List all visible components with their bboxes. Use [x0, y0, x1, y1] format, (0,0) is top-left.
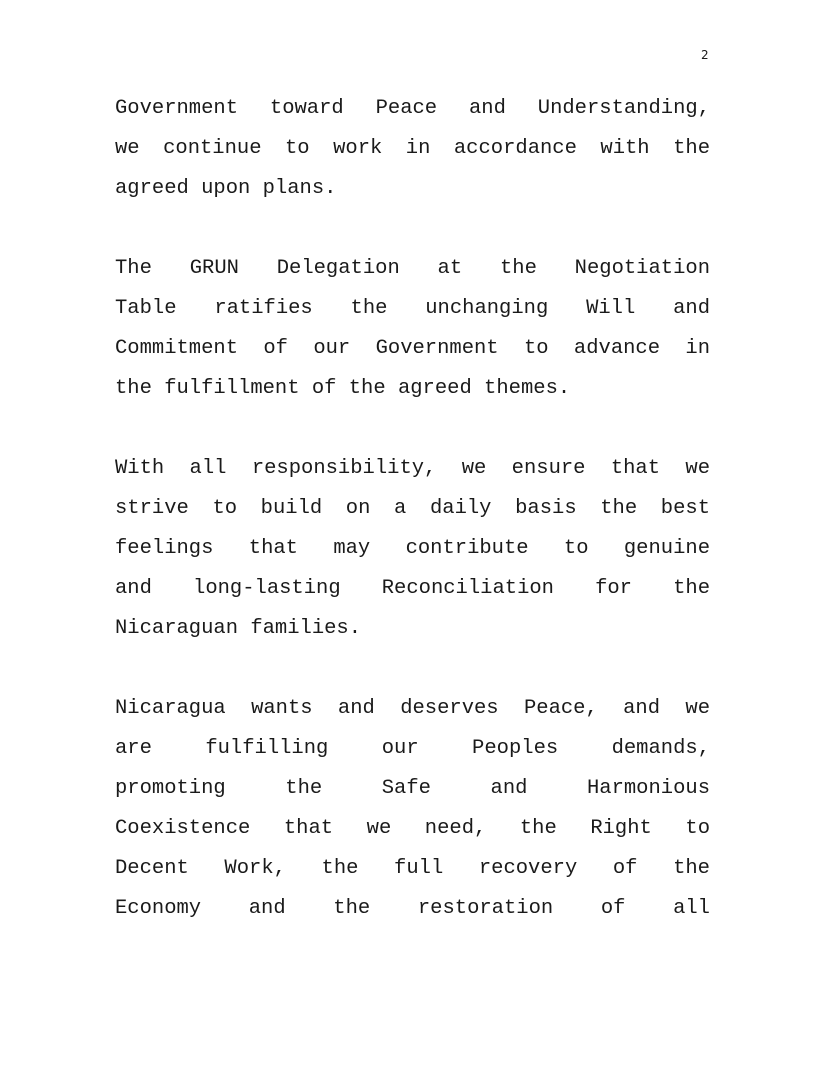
text-line: The GRUN Delegation at the Negotiation	[115, 257, 710, 280]
text-line: are fulfilling our Peoples demands,	[115, 737, 710, 760]
paragraph	[115, 249, 710, 409]
text-line: feelings that may contribute to genuine	[115, 537, 710, 560]
text-line: Coexistence that we need, the Right to	[115, 817, 710, 840]
text-line: and long-lasting Reconciliation for the	[115, 577, 710, 600]
text-line: we continue to work in accordance with the	[115, 137, 710, 160]
text-line: Decent Work, the full recovery of the	[115, 857, 710, 880]
text-line: agreed upon plans.	[115, 177, 337, 200]
text-line: strive to build on a daily basis the best	[115, 497, 710, 520]
text-line: Nicaraguan families.	[115, 617, 362, 640]
text-line: Government toward Peace and Understanding,	[115, 97, 710, 120]
text-line: promoting the Safe and Harmonious	[115, 777, 710, 800]
paragraph	[115, 449, 710, 649]
text-line: Nicaragua wants and deserves Peace, and we	[115, 697, 710, 720]
text-line: Commitment of our Government to advance in	[115, 337, 710, 360]
text-line: With all responsibility, we ensure that we	[115, 457, 710, 480]
document-body	[115, 89, 710, 969]
page-number: 2	[701, 48, 709, 62]
paragraph	[115, 89, 710, 209]
text-line: the fulfillment of the agreed themes.	[115, 377, 571, 400]
text-line: Economy and the restoration of all	[115, 897, 710, 920]
text-line: Table ratifies the unchanging Will and	[115, 297, 710, 320]
paragraph	[115, 689, 710, 929]
